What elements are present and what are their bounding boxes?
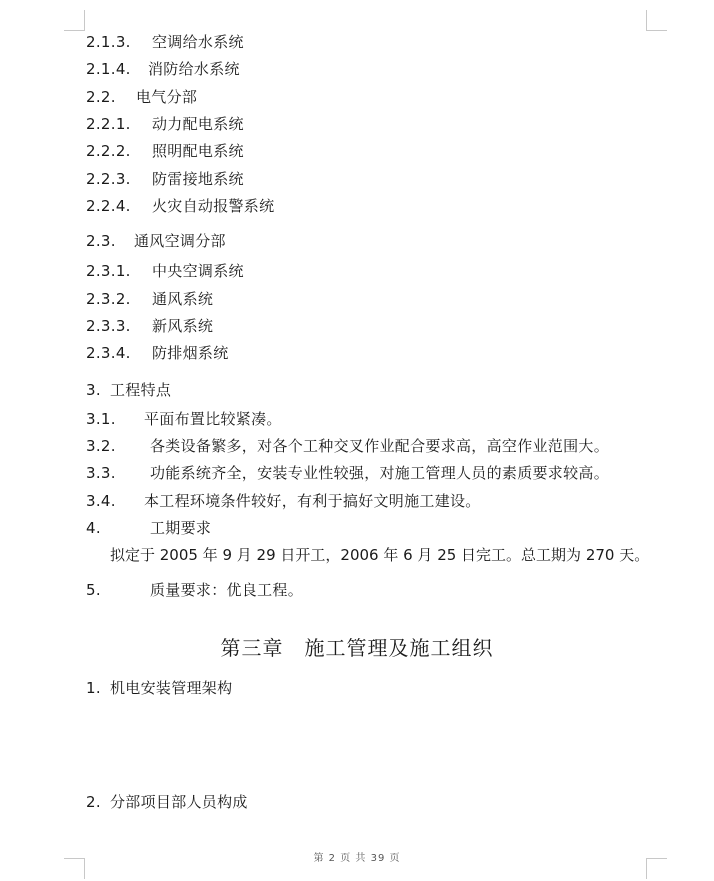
crop-mark-top-left [64,10,85,31]
item-number: 2.2.3. [86,170,131,188]
page-number-footer: 第 2 页 共 39 页 [313,853,401,864]
item-number: 2.3.4. [86,344,131,362]
item-text: 功能系统齐全，安装专业性较强，对施工管理人员的素质要求较高。 [150,464,610,482]
item-number: 3. [86,381,101,399]
crop-mark-top-right [646,10,667,31]
item-number: 2.3.1. [86,262,131,280]
item-number: 4. [86,519,101,537]
item-text: 空调给水系统 [152,33,244,51]
item-text: 防排烟系统 [152,344,229,362]
item-text: 防雷接地系统 [152,170,244,188]
item-text: 中央空调系统 [152,262,244,280]
item-text: 动力配电系统 [152,115,244,133]
item-text: 工程特点 [110,381,172,399]
section-text: 分部项目部人员构成 [110,793,248,811]
chapter-title: 第三章 施工管理及施工组织 [220,636,494,660]
item-number: 3.2. [86,437,116,455]
item-number: 2.2.1. [86,115,131,133]
item-text: 工期要求 [150,519,212,537]
section-text: 机电安装管理架构 [110,679,233,697]
item-text: 通风系统 [152,290,214,308]
item-number: 2.2. [86,88,116,106]
item-text: 平面布置比较紧凑。 [144,410,282,428]
item-text: 照明配电系统 [152,142,244,160]
item-number: 2.3.3. [86,317,131,335]
paragraph-text: 拟定于 2005 年 9 月 29 日开工，2006 年 6 月 25 日完工。总工期为 270 天。 [110,546,650,564]
item-text: 各类设备繁多，对各个工种交叉作业配合要求高，高空作业范围大。 [150,437,610,455]
section-number: 2. [86,793,101,811]
item-text: 质量要求：优良工程。 [150,581,304,599]
item-number: 2.2.4. [86,197,131,215]
item-text: 电气分部 [136,88,198,106]
section-number: 1. [86,679,101,697]
item-number: 3.1. [86,410,116,428]
item-number: 3.4. [86,492,116,510]
item-number: 5. [86,581,101,599]
item-text: 本工程环境条件较好，有利于搞好文明施工建设。 [144,492,481,510]
item-number: 2.1.4. [86,60,131,78]
item-text: 火灾自动报警系统 [152,197,275,215]
item-number: 2.1.3. [86,33,131,51]
item-number: 2.3.2. [86,290,131,308]
item-text: 消防给水系统 [148,60,240,78]
item-number: 2.2.2. [86,142,131,160]
item-number: 3.3. [86,464,116,482]
item-text: 通风空调分部 [134,232,226,250]
item-text: 新风系统 [152,317,214,335]
item-number: 2.3. [86,232,116,250]
